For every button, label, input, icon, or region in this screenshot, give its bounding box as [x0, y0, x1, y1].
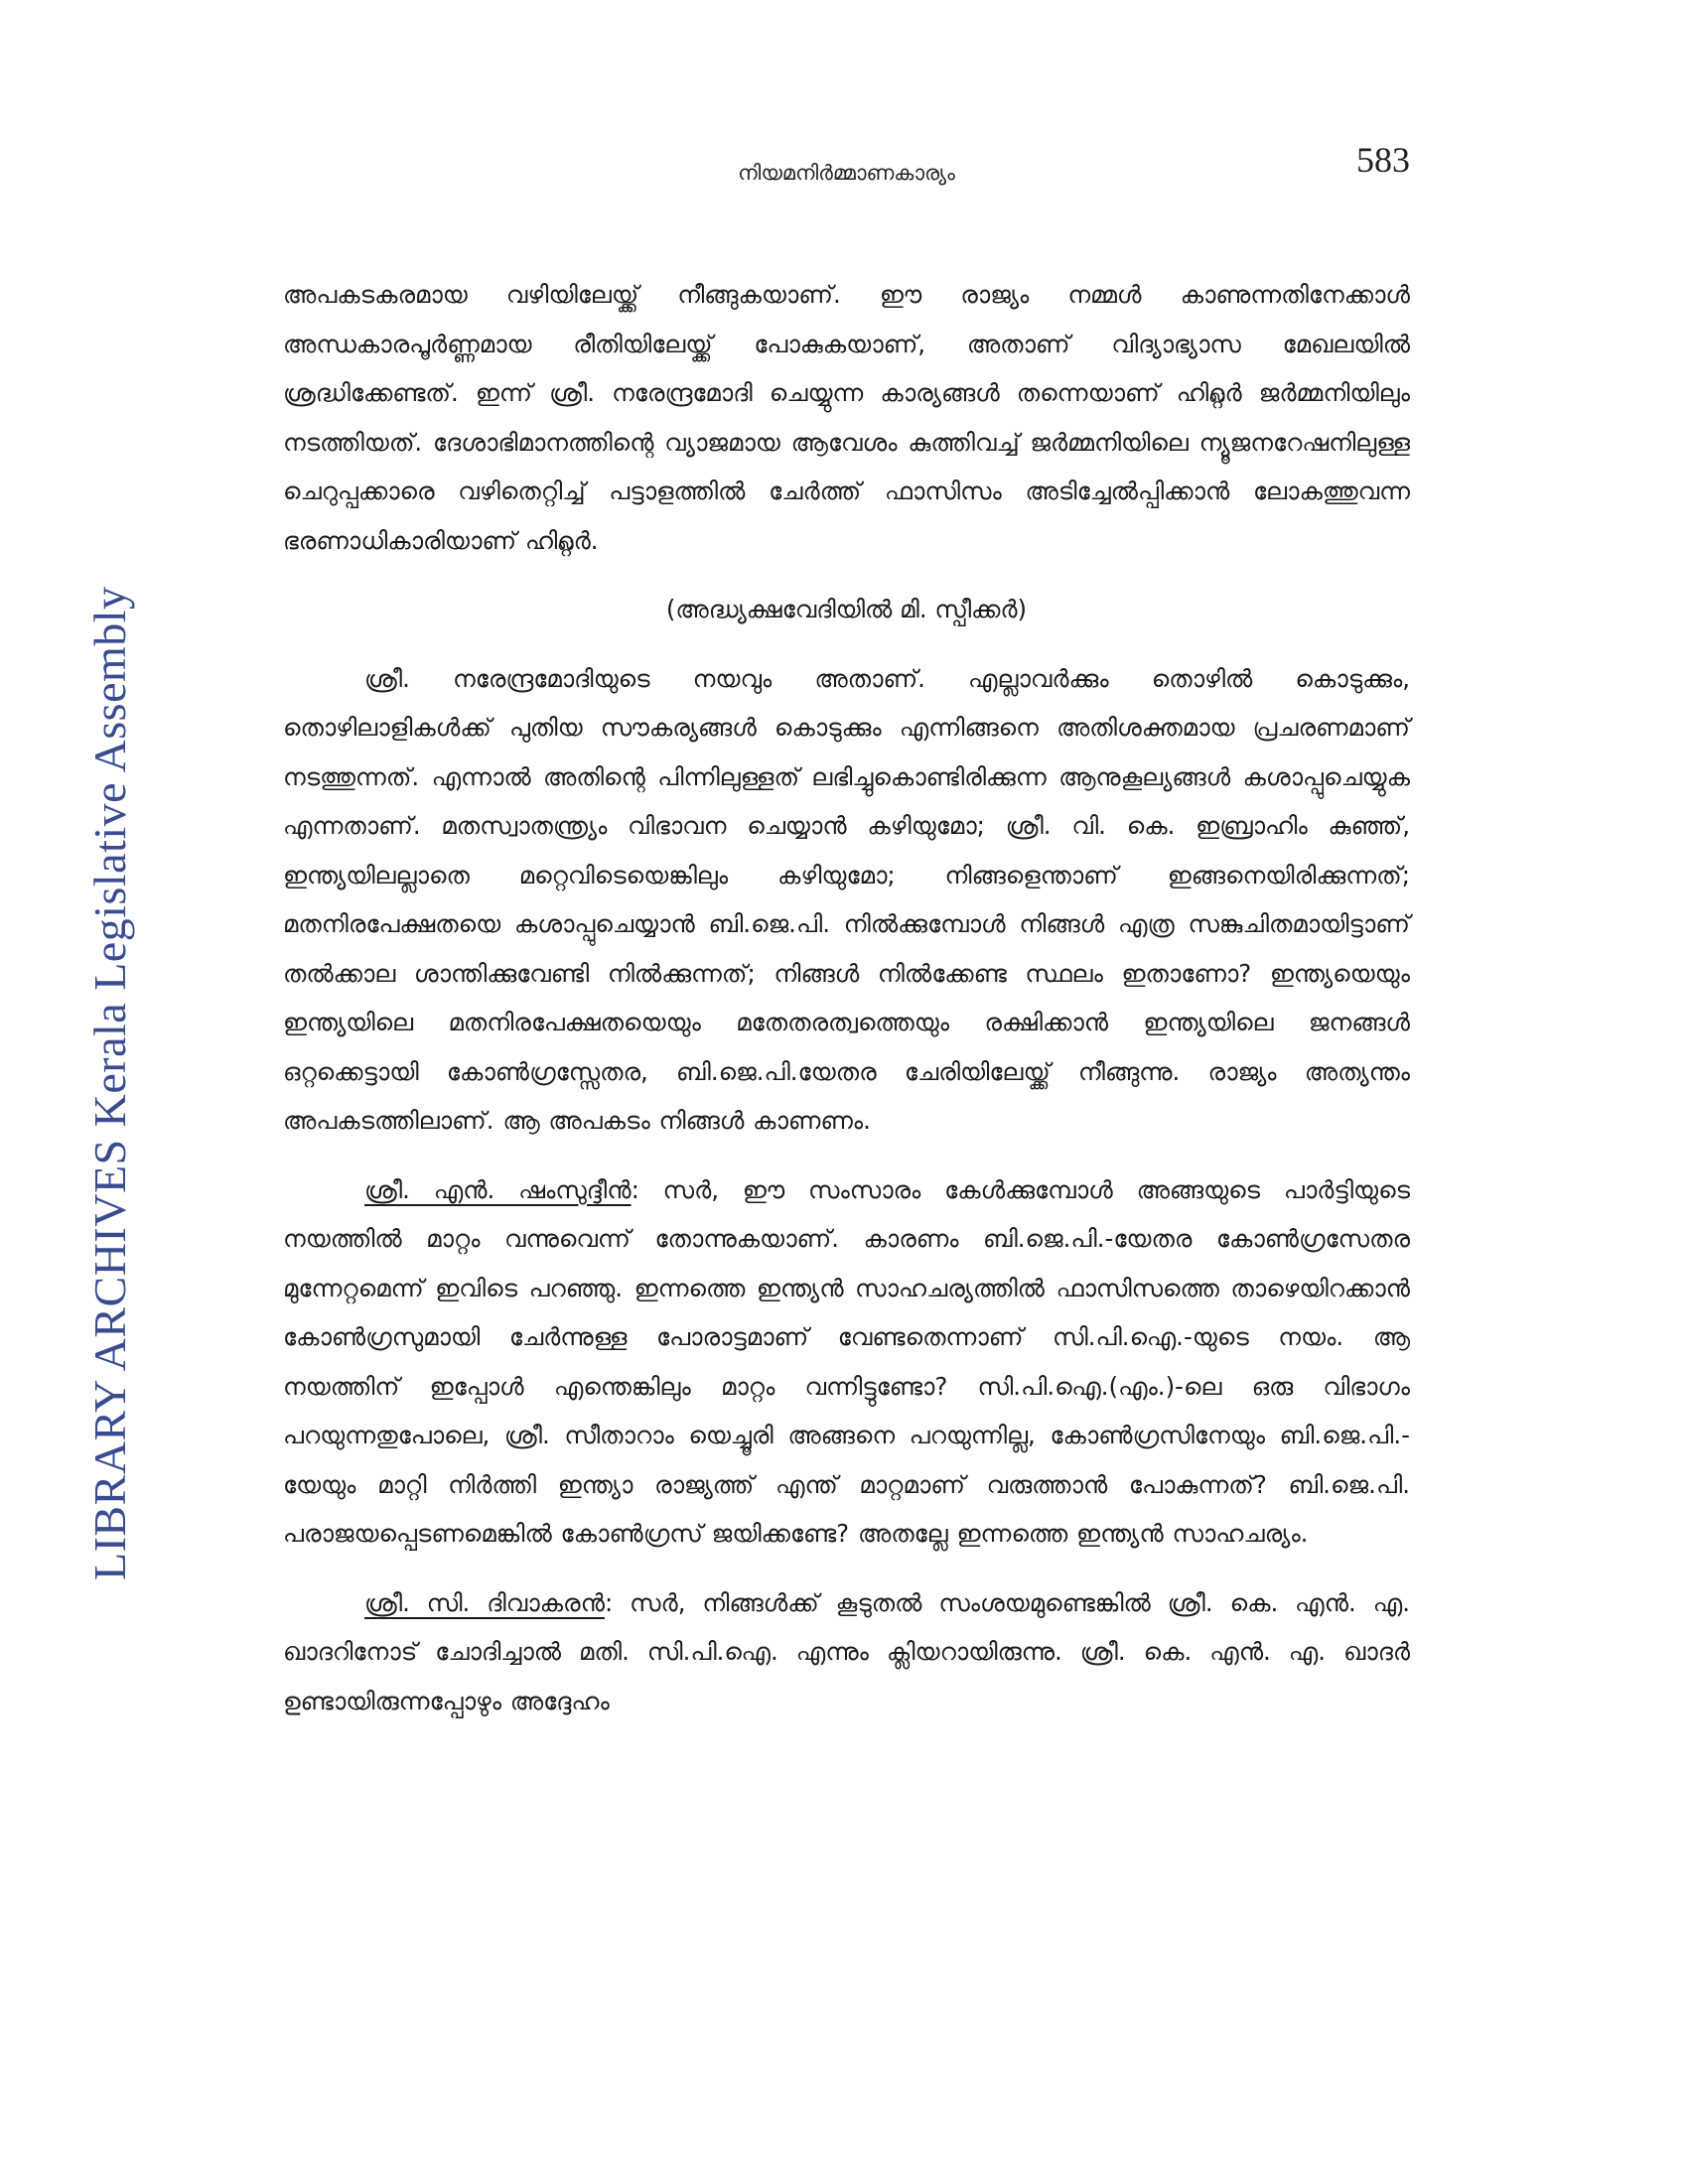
paragraph-3 [283, 1165, 1410, 1559]
page-header [283, 139, 1410, 199]
watermark-text: LIBRARY ARCHIVES Kerala Legislative Assembly [84, 586, 135, 1580]
speech-text: : സർ, ഈ സംസാരം കേൾക്കുമ്പോൾ അങ്ങയുടെ പാർട്ടിയുടെ നയത്തിൽ മാറ്റം വന്നുവെന്ന് തോന്നുകയാണ്. കാരണം ബി.ജെ.പി.-യേതര കോൺഗ്രസേതര മുന്നേറ്റമെന്ന് ഇവിടെ പറഞ്ഞു. ഇന്നത്തെ ഇന്ത്യൻ സാഹചര്യത്തിൽ ഫാസിസത്തെ താഴെയിറക്കാൻ കോൺഗ്രസുമായി ചേർന്നുള്ള പോരാട്ടമാണ് വേണ്ടതെന്നാണ് സി.പി.ഐ.-യുടെ നയം. ആ നയത്തിന് ഇപ്പോൾ എന്തെങ്കിലും മാറ്റം വന്നിട്ടുണ്ടോ? സി.പി.ഐ.(എം.)-ലെ ഒരു വിഭാഗം പറയുന്നതുപോലെ, ശ്രീ. സീതാറാം യെച്ചൂരി അങ്ങനെ പറയുന്നില്ല, കോൺഗ്രസിനേയും ബി.ജെ.പി.-യേയും മാറ്റി നിർത്തി ഇന്ത്യാ രാജ്യത്ത് എന്ത് മാറ്റമാണ് വരുത്താൻ പോകുന്നത്? ബി.ജെ.പി. പരാജയപ്പെടണമെങ്കിൽ കോൺഗ്രസ് ജയിക്കണ്ടേ? അതല്ലേ ഇന്നത്തെ ഇന്ത്യൻ സാഹചര്യം. [283, 1174, 1411, 1548]
speaker-name: ശ്രീ. സി. ദിവാകരൻ [364, 1587, 605, 1617]
paragraph-2: ശ്രീ. നരേന്ദ്രമോദിയുടെ നയവും അതാണ്. എല്ലാവർക്കും തൊഴിൽ കൊടുക്കും, തൊഴിലാളികൾക്ക് പുതിയ സൗകര്യങ്ങൾ കൊടുക്കും എന്നിങ്ങനെ അതിശക്തമായ പ്രചരണമാണ് നടത്തുന്നത്. എന്നാൽ അതിന്റെ പിന്നിലുള്ളത് ലഭിച്ചുകൊണ്ടിരിക്കുന്ന ആനുകൂല്യങ്ങൾ കശാപ്പുചെയ്യുക എന്നതാണ്. മതസ്വാതന്ത്ര്യം വിഭാവന ചെയ്യാൻ കഴിയുമോ; ശ്രീ. വി. കെ. ഇബ്രാഹിം കുഞ്ഞ്, ഇന്ത്യയിലല്ലാതെ മറ്റെവിടെയെങ്കിലും കഴിയുമോ; നിങ്ങളെന്താണ് ഇങ്ങനെയിരിക്കുന്നത്; മതനിരപേക്ഷതയെ കശാപ്പുചെയ്യാൻ ബി.ജെ.പി. നിൽക്കുമ്പോൾ നിങ്ങൾ എത്ര സങ്കുചിതമായിട്ടാണ് തൽക്കാല ശാന്തിക്കുവേണ്ടി നിൽക്കുന്നത്; നിങ്ങൾ നിൽക്കേണ്ട സ്ഥലം ഇതാണോ? ഇന്ത്യയെയും ഇന്ത്യയിലെ മതനിരപേക്ഷതയെയും മതേതരത്വത്തെയും രക്ഷിക്കാൻ ഇന്ത്യയിലെ ജനങ്ങൾ ഒറ്റക്കെട്ടായി കോൺഗ്രസ്സേതര, ബി.ജെ.പി.യേതര ചേരിയിലേയ്ക്ക് നീങ്ങുന്നു. രാജ്യം അത്യന്തം അപകടത്തിലാണ്. ആ അപകടം നിങ്ങൾ കാണണം. [283, 663, 1410, 1135]
page-body [283, 270, 1410, 1725]
paragraph-1: അപകടകരമായ വഴിയിലേയ്ക്ക് നീങ്ങുകയാണ്. ഈ രാജ്യം നമ്മൾ കാണുന്നതിനേക്കാൾ അന്ധകാരപൂർണ്ണമായ രീതിയിലേയ്ക്ക് പോകുകയാണ്, അതാണ് വിദ്യാഭ്യാസ മേഖലയിൽ ശ്രദ്ധിക്കേണ്ടത്. ഇന്ന് ശ്രീ. നരേന്ദ്രമോദി ചെയ്യുന്ന കാര്യങ്ങൾ തന്നെയാണ് ഹിറ്റ്ലർ ജർമ്മനിയിലും നടത്തിയത്. ദേശാഭിമാനത്തിന്റെ വ്യാജമായ ആവേശം കുത്തിവച്ച് ജർമ്മനിയിലെ ന്യൂജനറേഷനിലുള്ള ചെറുപ്പക്കാരെ വഴിതെറ്റിച്ച് പട്ടാളത്തിൽ ചേർത്ത് ഫാസിസം അടിച്ചേൽപ്പിക്കാൻ ലോകത്തുവന്ന ഭരണാധികാരിയാണ് ഹിറ്റ്ലർ. [283, 280, 1410, 555]
speech-text: : സർ, നിങ്ങൾക്ക് കൂടുതൽ സംശയമുണ്ടെങ്കിൽ ശ്രീ. കെ. എൻ. എ. ഖാദറിനോട് ചോദിച്ചാൽ മതി. സി.പി.ഐ. എന്നും ക്ലിയറായിരുന്നു. ശ്രീ. കെ. എൻ. എ. ഖാദർ ഉണ്ടായിരുന്നപ്പോഴും അദ്ദേഹം [283, 1587, 1410, 1715]
chair-note: (അദ്ധ്യക്ഷവേദിയിൽ മി. സ്പീക്കർ) [665, 595, 1028, 623]
running-title: നിയമനിർമ്മാണകാര്യം [738, 161, 955, 185]
page-number: 583 [1356, 140, 1410, 180]
paragraph-4 [283, 1578, 1410, 1726]
speaker-name: ശ്രീ. എൻ. ഷംസുദ്ദീൻ [364, 1174, 632, 1204]
